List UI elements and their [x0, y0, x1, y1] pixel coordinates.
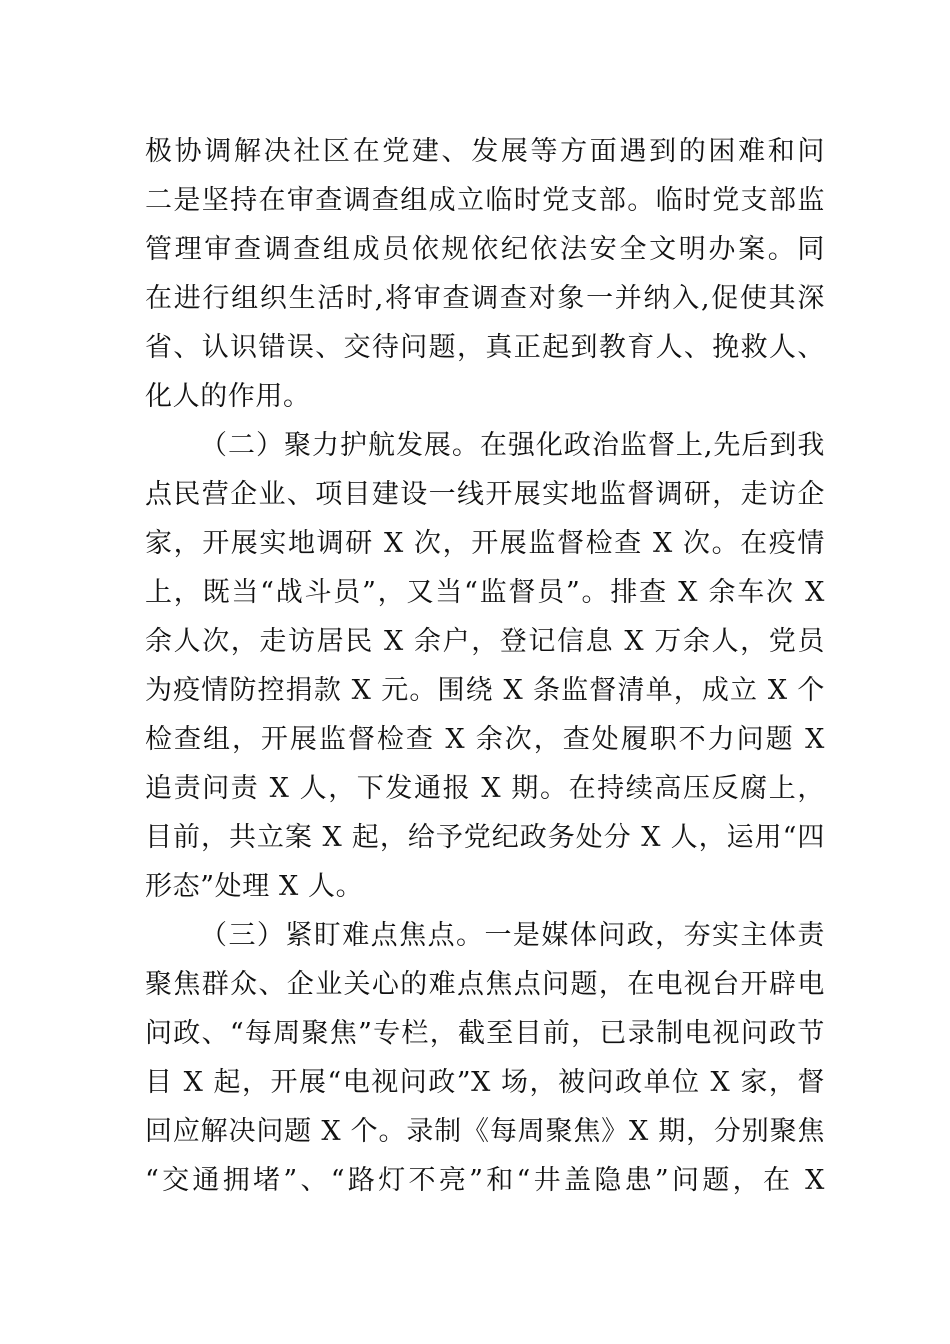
- text-line: 回应解决问题 X 个。录制《每周聚焦》X 期，分别聚焦: [145, 1116, 825, 1147]
- text-line: 二是坚持在审查调查组成立临时党支部。临时党支部监: [145, 185, 825, 216]
- text-line: 检查组，开展监督检查 X 余次，查处履职不力问题 X: [145, 724, 825, 755]
- text-line: 管理审查调查组成员依规依纪依法安全文明办案。同: [145, 234, 825, 265]
- text-line: 问政、“每周聚焦”专栏，截至目前，已录制电视问政节: [145, 1018, 825, 1049]
- text-line: 形态”处理 X 人。: [145, 871, 364, 902]
- text-line: 省、认识错误、交待问题，真正起到教育人、挽救人、: [145, 332, 825, 363]
- text-line: 为疫情防控捐款 X 元。围绕 X 条监督清单，成立 X 个: [145, 675, 825, 706]
- text-line: 极协调解决社区在党建、发展等方面遇到的困难和问: [145, 136, 825, 167]
- text-line: 化人的作用。: [145, 381, 311, 412]
- paragraph-heading-line: （三）紧盯难点焦点。一是媒体问政，夯实主体责: [200, 920, 825, 951]
- paragraph-heading-line: （二）聚力护航发展。在强化政治监督上,先后到我: [200, 430, 825, 461]
- text-line: 家，开展实地调研 X 次，开展监督检查 X 次。在疫情: [145, 528, 825, 559]
- text-line: 在进行组织生活时,将审查调查对象一并纳入,促使其深: [145, 283, 825, 314]
- text-line: 余人次，走访居民 X 余户，登记信息 X 万余人，党员: [145, 626, 825, 657]
- text-line: 追责问责 X 人，下发通报 X 期。在持续高压反腐上，: [145, 773, 825, 804]
- text-line: 聚焦群众、企业关心的难点焦点问题，在电视台开辟电: [145, 969, 825, 1000]
- text-line: 目前，共立案 X 起，给予党纪政务处分 X 人，运用“四: [145, 822, 825, 853]
- text-line: “交通拥堵”、“路灯不亮”和“井盖隐患”问题，在 X: [145, 1165, 825, 1196]
- text-line: 上，既当“战斗员”，又当“监督员”。排查 X 余车次 X: [145, 577, 825, 608]
- text-line: 目 X 起，开展“电视问政”X 场，被问政单位 X 家，督: [145, 1067, 825, 1098]
- text-line: 点民营企业、项目建设一线开展实地监督调研，走访企: [145, 479, 825, 510]
